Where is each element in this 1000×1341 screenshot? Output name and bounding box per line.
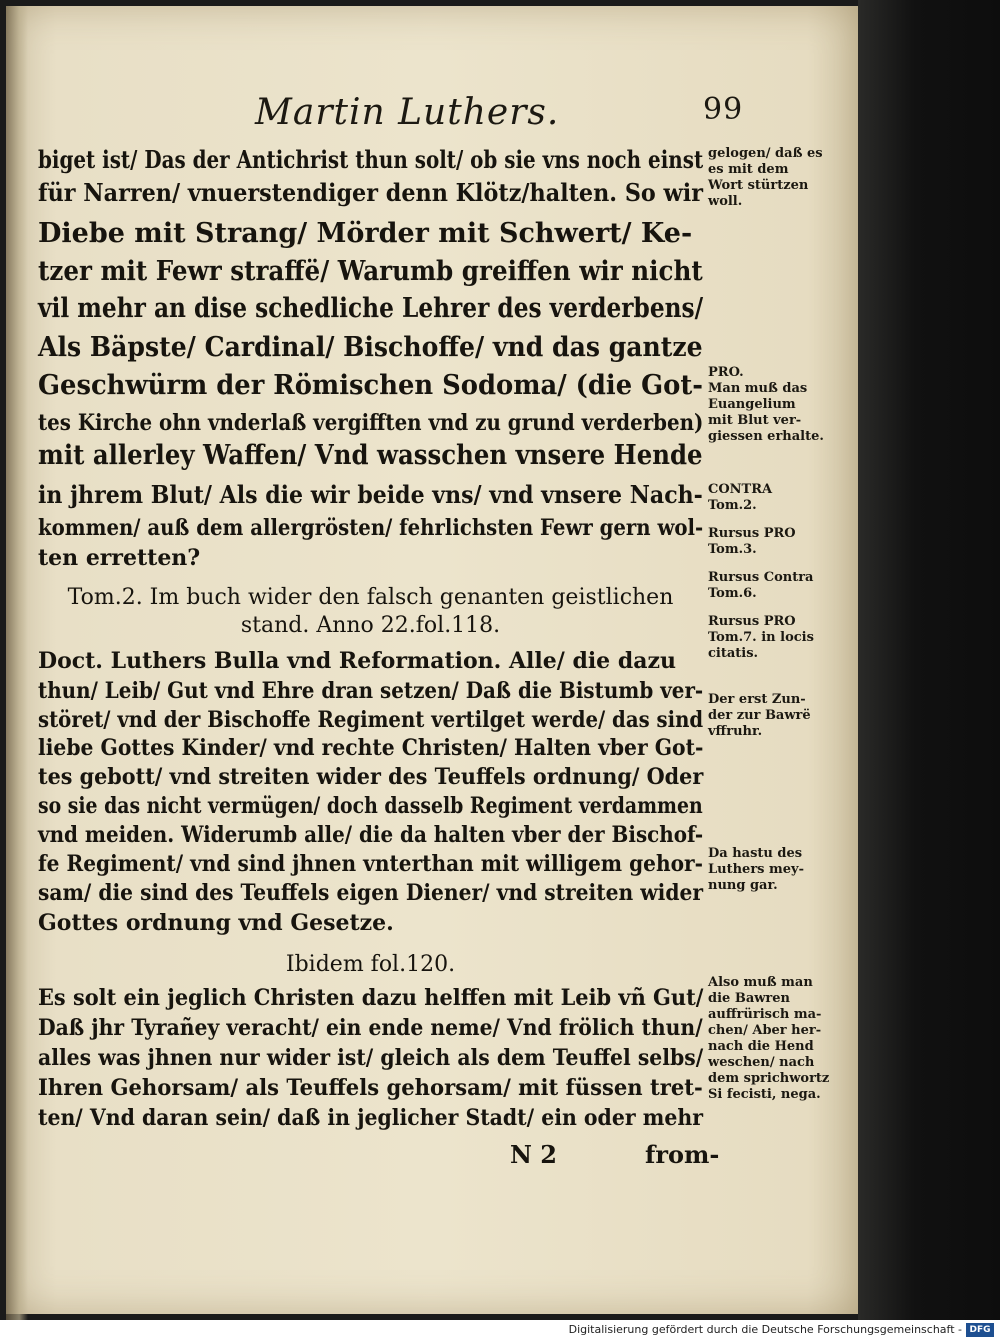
margin-note bbox=[708, 614, 858, 662]
body-line: Ihren Gehorsam/ als Teuffels gehorsam/ mit füssen tret- bbox=[38, 1075, 703, 1101]
margin-note-line: woll. bbox=[708, 194, 743, 209]
body-line: störet/ vnd der Bischoffe Regiment vertilget werde/ das sind bbox=[38, 707, 704, 733]
margin-note-line: Also muß man bbox=[708, 975, 813, 990]
margin-note-line: Rursus PRO bbox=[708, 526, 796, 541]
page-binding-shadow bbox=[6, 6, 28, 1326]
margin-note bbox=[708, 846, 858, 894]
body-line: Geschwürm der Römischen Sodoma/ (die Got- bbox=[38, 370, 703, 401]
margin-note-line: weschen/ nach bbox=[708, 1055, 815, 1070]
body-line: Diebe mit Strang/ Mörder mit Schwert/ Ke- bbox=[38, 218, 693, 249]
margin-note-line: vffruhr. bbox=[708, 724, 763, 739]
body-line: sam/ die sind des Teuffels eigen Diener/ vnd streiten wider bbox=[38, 880, 704, 906]
margin-note bbox=[708, 570, 858, 602]
margin-note-line: Tom.2. bbox=[708, 498, 757, 513]
body-line: Daß jhr Tyrañey veracht/ ein ende neme/ Vnd frölich thun/ bbox=[38, 1015, 703, 1041]
page-number: 99 bbox=[703, 92, 744, 127]
margin-note-line: Tom.3. bbox=[708, 542, 757, 557]
margin-note bbox=[708, 975, 858, 1103]
section-heading: Ibidem fol.120. bbox=[285, 952, 456, 977]
margin-note bbox=[708, 692, 858, 740]
signature-mark: N 2 bbox=[510, 1140, 557, 1169]
footer-bar bbox=[0, 1320, 1000, 1341]
running-head-title: Martin Luthers. bbox=[255, 92, 560, 133]
body-line: tes Kirche ohn vnderlaß vergifften vnd zu grund verderben) bbox=[38, 410, 704, 436]
body-line: tes gebott/ vnd streiten wider des Teuffels ordnung/ Oder bbox=[38, 764, 704, 790]
body-line: ten erretten? bbox=[38, 545, 201, 571]
margin-note-line: citatis. bbox=[708, 646, 759, 661]
body-line: liebe Gottes Kinder/ vnd rechte Christen/ Halten vber Got- bbox=[38, 735, 704, 761]
body-line: in jhrem Blut/ Als die wir beide vns/ vnd vnsere Nach- bbox=[38, 480, 703, 509]
body-line: alles was jhnen nur wider ist/ gleich als dem Teuffel selbs/ bbox=[38, 1045, 704, 1071]
section-heading: Tom.2. Im buch wider den falsch genanten geistlichen bbox=[67, 585, 674, 610]
body-line: Doct. Luthers Bulla vnd Reformation. Alle/ die dazu bbox=[38, 648, 676, 674]
margin-note bbox=[708, 365, 858, 445]
dfg-logo: DFG bbox=[966, 1323, 994, 1337]
margin-note-line: auffrürisch ma- bbox=[708, 1007, 822, 1022]
margin-note-line: chen/ Aber her- bbox=[708, 1023, 822, 1038]
body-line: kommen/ auß dem allergrösten/ fehrlichsten Fewr gern wol- bbox=[38, 515, 704, 541]
margin-note bbox=[708, 482, 858, 514]
margin-note-line: CONTRA bbox=[708, 482, 773, 497]
margin-note-line: Der erst Zun- bbox=[708, 692, 806, 707]
body-line: vil mehr an dise schedliche Lehrer des verderbens/ bbox=[38, 293, 704, 324]
catchword: from- bbox=[645, 1140, 720, 1169]
body-line: für Narren/ vnuerstendiger denn Klötz/halten. So wir bbox=[38, 178, 703, 207]
body-line: so sie das nicht vermügen/ doch dasselb Regiment verdammen bbox=[38, 793, 703, 819]
body-line: biget ist/ Das der Antichrist thun solt/ ob sie vns noch einst bbox=[38, 145, 704, 174]
body-line: tzer mit Fewr straffë/ Warumb greiffen wir nicht bbox=[38, 256, 703, 287]
margin-note-line: giessen erhalte. bbox=[708, 429, 824, 444]
margin-note-line: Euangelium bbox=[708, 397, 796, 412]
margin-note-line: nach die Hend bbox=[708, 1039, 814, 1054]
signature-line bbox=[115, 1140, 720, 1170]
running-head bbox=[255, 92, 744, 142]
margin-note-line: gelogen/ daß es bbox=[708, 146, 823, 161]
body-line: Als Bäpste/ Cardinal/ Bischoffe/ vnd das gantze bbox=[38, 332, 703, 363]
margin-note-line: es mit dem bbox=[708, 162, 789, 177]
margin-note-line: nung gar. bbox=[708, 878, 778, 893]
margin-note-line: PRO. bbox=[708, 365, 744, 380]
footer-credit: Digitalisierung gefördert durch die Deutsche Forschungsgemeinschaft - bbox=[568, 1323, 962, 1336]
body-line: vnd meiden. Widerumb alle/ die da halten vber der Bischof- bbox=[38, 822, 704, 848]
margin-note-line: Wort stürtzen bbox=[708, 178, 809, 193]
body-line: thun/ Leib/ Gut vnd Ehre dran setzen/ Daß die Bistumb ver- bbox=[38, 678, 704, 704]
margin-note bbox=[708, 146, 858, 210]
margin-note-line: Rursus PRO bbox=[708, 614, 796, 629]
margin-note-line: die Bawren bbox=[708, 991, 790, 1006]
margin-note-line: Tom.7. in locis bbox=[708, 630, 814, 645]
margin-note-line: Da hastu des bbox=[708, 846, 803, 861]
margin-note-line: Si fecisti, nega. bbox=[708, 1087, 821, 1102]
margin-note-line: Tom.6. bbox=[708, 586, 757, 601]
body-line: fe Regiment/ vnd sind jhnen vnterthan mit willigem gehor- bbox=[38, 851, 703, 877]
margin-note-line: Rursus Contra bbox=[708, 570, 814, 585]
body-line: Es solt ein jeglich Christen dazu helffen mit Leib vñ Gut/ bbox=[38, 985, 704, 1011]
margin-note bbox=[708, 526, 858, 558]
margin-note-line: dem sprichwortz bbox=[708, 1071, 830, 1086]
section-heading: stand. Anno 22.fol.118. bbox=[240, 613, 501, 638]
margin-note-line: mit Blut ver- bbox=[708, 413, 802, 428]
body-line: Gottes ordnung vnd Gesetze. bbox=[38, 910, 394, 936]
margin-note-line: Luthers mey- bbox=[708, 862, 804, 877]
body-line: ten/ Vnd daran sein/ daß in jeglicher Stadt/ ein oder mehr bbox=[38, 1105, 703, 1131]
margin-note-line: Man muß das bbox=[708, 381, 808, 396]
margin-note-line: der zur Bawrë bbox=[708, 708, 811, 723]
page-edge-background bbox=[858, 0, 1000, 1320]
body-line: mit allerley Waffen/ Vnd wasschen vnsere Hende bbox=[38, 440, 703, 471]
